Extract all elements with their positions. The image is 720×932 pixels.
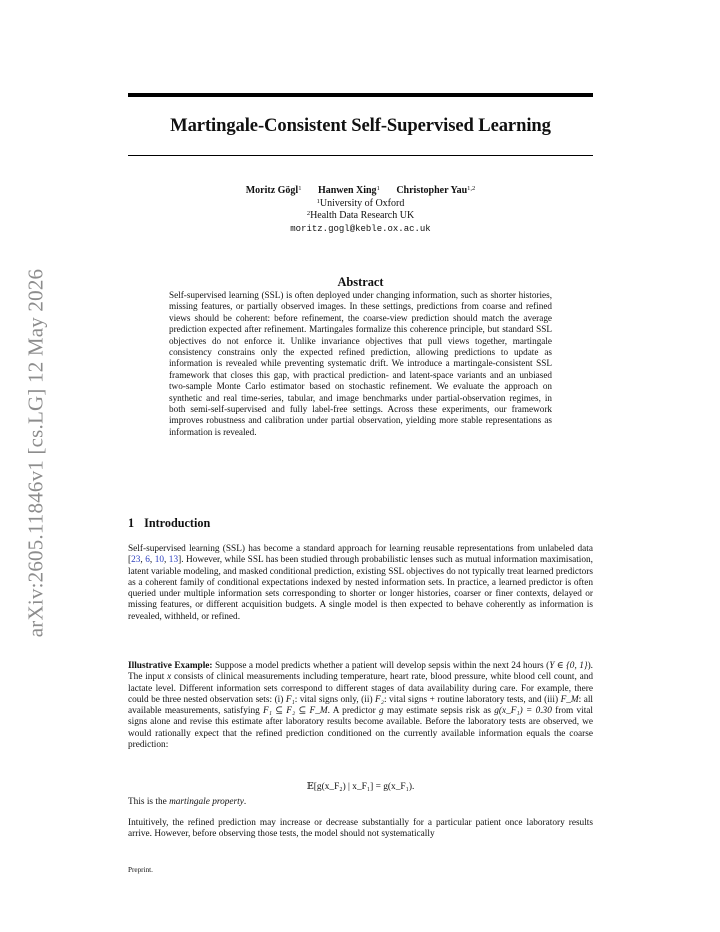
title-bottom-rule [128, 155, 593, 156]
title-top-rule [128, 93, 593, 97]
abstract-text: Self-supervised learning (SSL) is often deployed under changing information, such as shorter histories, missing features, or partially observed images. In these settings, predictions from coarse and refined views should be coherent: before refinement, the coarse-view prediction should match the average prediction expected after refinement. Martingales formalize this coherence principle, but standard SSL objectives do not enforce it. Unlike invariance objectives that pull views together, martingale consistency constrains only the expected refined prediction, allowing predictions to update as information is revealed while preventing systematic drift. We introduce a martingale-consistent SSL framework that closes this gap, with practical prediction- and latent-space variants and an unbiased two-sample Monte Carlo estimator based on stochastic refinement. We evaluate the approach on synthetic and real time-series, tabular, and image benchmarks under partial-observation regimes, in both semi-self-supervised and fully label-free settings. Across these experiments, our framework improves robustness and calibration under partial observation, yielding more stable representations as information is revealed. [169, 290, 552, 437]
math-inline: F₁ ⊆ F₂ ⊆ F_M [263, 706, 328, 717]
math-inline: Y ∈ {0, 1} [549, 661, 588, 671]
intro-paragraph-4: Intuitively, the refined prediction may increase or decrease substantially for a particular patient once laboratory results arrive. However, before observing those tests, the model should not systematically [128, 818, 593, 840]
martingale-property-sentence: This is the martingale property. [128, 797, 247, 807]
citation-link[interactable]: 10 [154, 555, 164, 566]
math-inline: F₁ [285, 694, 295, 705]
section-number: 1 [128, 516, 135, 530]
author-3: Christopher Yau$^{1,2}$ [396, 185, 476, 196]
run-in-heading: Illustrative Example: [128, 661, 213, 671]
author-names [128, 185, 593, 198]
author-1: Moritz Gögl$^1$ [245, 185, 302, 196]
author-email[interactable]: moritz.gogl@keble.ox.ac.uk [290, 223, 431, 234]
math-inline: g [379, 706, 384, 717]
section-title: Introduction [144, 516, 211, 530]
math-inline: g(x_F₁) = 0.30 [494, 706, 552, 717]
author-2: Hanwen Xing$^1$ [317, 185, 380, 196]
emphasis-text: martingale property [169, 797, 244, 807]
intro-paragraph-1: Self-supervised learning (SSL) has become a standard approach for learning reusable representations from unlabeled data [23, 6, 10, 13]. However, while SSL has been studied through probabilistic lenses such as mutual information maximisation, latent variable modeling, and masked conditional prediction, existing SSL objectives do not typically treat learned predictors as a coherent family of conditional expectations indexed by nested information sets. In practice, a learned predictor is often queried under multiple information sets corresponding to shorter or longer histories, coarser or finer contexts, delayed or missing features, or different acquisition budgets. A single model is then expected to behave coherently as information is revealed, withheld, or refined. [128, 544, 593, 622]
arxiv-identifier-stamp: arXiv:2605.11846v1 [cs.LG] 12 May 2026 [23, 268, 48, 638]
citation-link[interactable]: 23 [131, 555, 141, 566]
affiliation-1: $^1$University of Oxford [316, 197, 405, 209]
paper-title: Martingale-Consistent Self-Supervised Learning [170, 115, 551, 136]
math-inline: x [167, 672, 172, 683]
author-block [128, 185, 593, 235]
preprint-footer: Preprint. [128, 866, 153, 874]
citation-link[interactable]: 13 [168, 555, 179, 566]
display-equation: 𝔼[g(x_F₂) | x_F₁] = g(x_F₁). [306, 782, 415, 792]
affiliation-2: $^2$Health Data Research UK [306, 210, 415, 221]
math-inline: F_M [560, 694, 579, 705]
section-heading-introduction [128, 516, 210, 531]
citation-link[interactable]: 6 [145, 555, 150, 566]
math-inline: F₂ [375, 694, 384, 705]
abstract-heading: Abstract [337, 275, 384, 289]
illustrative-example-paragraph: Illustrative Example: Suppose a model predicts whether a patient will develop sepsis within the next 24 hours (Y ∈ {0, 1}). The input x consists of clinical measurements including temperature, heart rate, blood pressure, white blood cell count, and lactate level. Different information sets correspond to different stages of data availability during care. For example, there could be three nested observation sets: (i) F₁: vital signs only, (ii) F₂: vital signs + routine laboratory tests, and (iii) F_M: all available measurements, satisfying F₁ ⊆ F₂ ⊆ F_M. A predictor g may estimate sepsis risk as g(x_F₁) = 0.30 from vital signs alone and revise this estimate after laboratory results become available. Before the laboratory tests are observed, we would rationally expect that the refined prediction conditioned on the currently available information equals the coarse prediction: [128, 661, 594, 751]
